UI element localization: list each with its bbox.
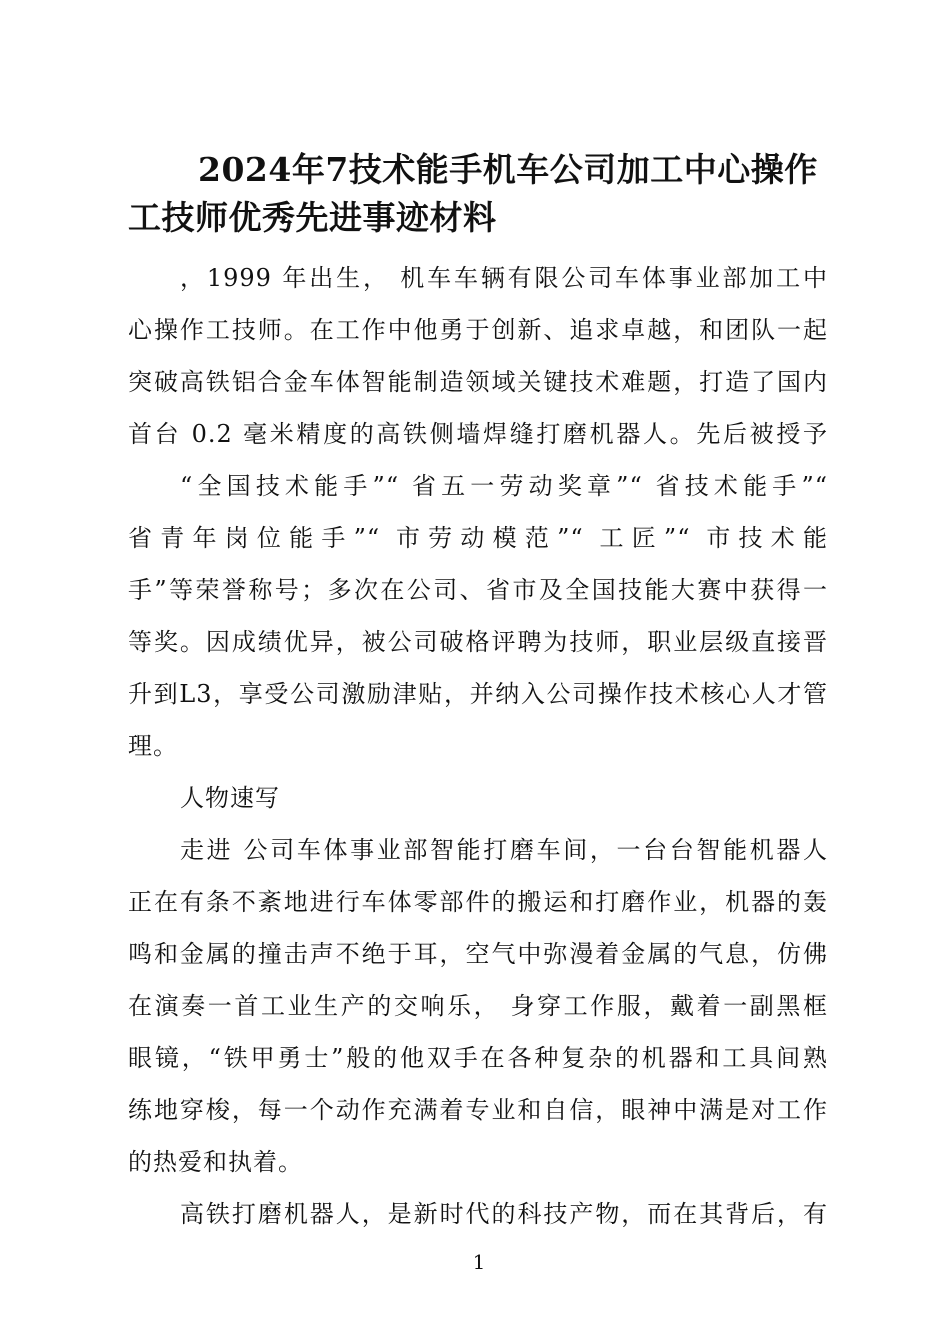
section-heading bbox=[128, 772, 828, 824]
paragraph-sketch bbox=[128, 824, 828, 1188]
text-line: 心操作工技师。在工作中他勇于创新、追求卓越，和团队一起 bbox=[128, 316, 828, 344]
paragraph-intro bbox=[128, 252, 828, 772]
text-line: ，1999 年出生， 机车车辆有限公司车体事业部加工中 bbox=[180, 264, 828, 292]
text-line: 首台 0.2 毫米精度的高铁侧墙焊缝打磨机器人。先后被授予 bbox=[128, 420, 828, 448]
text-line: 省青年岗位能手”“ 市劳动模范”“ 工匠”“ 市技术能 bbox=[128, 524, 828, 552]
page-number: 1 bbox=[472, 1250, 486, 1274]
text-line: 理。 bbox=[128, 732, 178, 760]
text-line: 等奖。因成绩优异，被公司破格评聘为技师，职业层级直接晋 bbox=[128, 628, 828, 656]
text-line: 手”等荣誉称号；多次在公司、省市及全国技能大赛中获得一 bbox=[128, 576, 828, 604]
text-line: 鸣和金属的撞击声不绝于耳，空气中弥漫着金属的气息，仿佛 bbox=[128, 940, 828, 968]
document-body bbox=[128, 252, 828, 1240]
text-line: 高铁打磨机器人，是新时代的科技产物，而在其背后，有 bbox=[180, 1200, 828, 1228]
text-line: 正在有条不紊地进行车体零部件的搬运和打磨作业，机器的轰 bbox=[128, 888, 828, 916]
text-line: 在演奏一首工业生产的交响乐， 身穿工作服，戴着一副黑框 bbox=[128, 992, 828, 1020]
text-line: 的热爱和执着。 bbox=[128, 1148, 303, 1176]
document-title: 2024年7技术能手机车公司加工中心操作工技师优秀先进事迹材料 bbox=[128, 150, 818, 237]
text-line: 走进 公司车体事业部智能打磨车间，一台台智能机器人 bbox=[180, 836, 828, 864]
text-line: 练地穿梭，每一个动作充满着专业和自信，眼神中满是对工作 bbox=[128, 1096, 828, 1124]
text-line: “全国技术能手”“ 省五一劳动奖章”“ 省技术能手”“ bbox=[180, 472, 828, 500]
text-line: 突破高铁铝合金车体智能制造领域关键技术难题，打造了国内 bbox=[128, 368, 828, 396]
paragraph-robot bbox=[128, 1188, 828, 1240]
text-line: 眼镜，“铁甲勇士”般的他双手在各种复杂的机器和工具间熟 bbox=[128, 1044, 828, 1072]
text-line: 人物速写 bbox=[180, 784, 280, 812]
text-line: 升到L3，享受公司激励津贴，并纳入公司操作技术核心人才管 bbox=[128, 680, 828, 708]
